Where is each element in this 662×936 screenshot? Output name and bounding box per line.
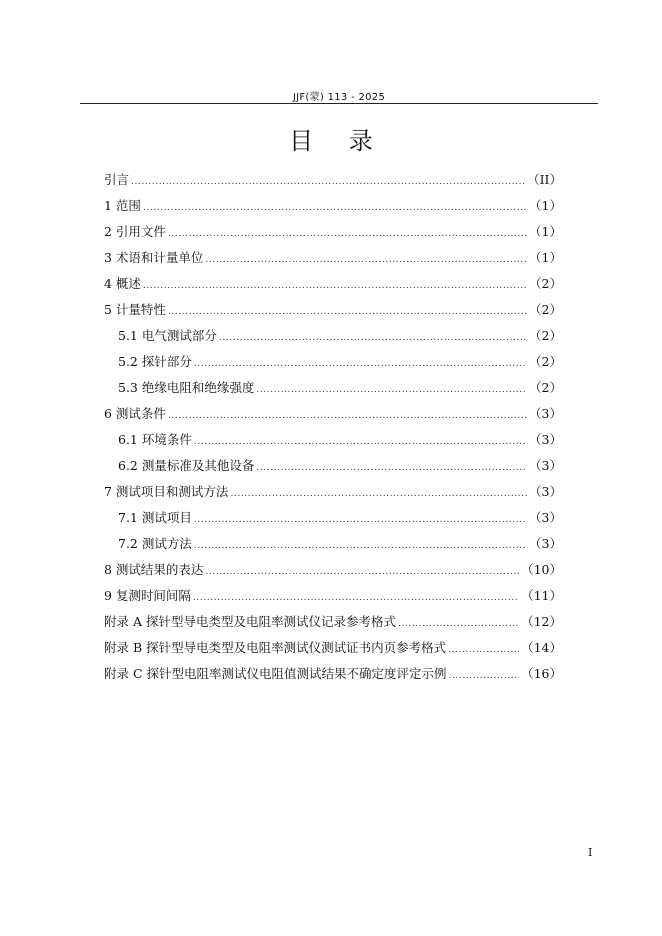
toc-entry-page: （II）	[527, 172, 562, 187]
page-title: 目 录	[289, 127, 387, 155]
toc-dot-leader	[230, 481, 527, 507]
toc-dot-leader	[205, 559, 519, 585]
toc-dot-leader	[256, 377, 527, 403]
toc-dot-leader	[194, 351, 527, 377]
toc-dot-leader	[168, 221, 527, 247]
toc-entry-title: 7.2 测试方法	[118, 536, 192, 551]
toc-entry-page: （2）	[529, 328, 562, 343]
toc-entry-page: （10）	[521, 562, 562, 577]
toc-entry-page: （3）	[529, 432, 562, 447]
toc-dot-leader	[193, 585, 519, 611]
toc-entry-title: 3 术语和计量单位	[104, 250, 204, 265]
toc-entry[interactable]	[104, 167, 562, 193]
toc-entry-page: （2）	[529, 380, 562, 395]
toc-entry[interactable]	[104, 531, 562, 557]
toc-entry-title: 6.2 测量标准及其他设备	[118, 458, 255, 473]
toc-entry-page: （3）	[529, 406, 562, 421]
toc-entry-page: （11）	[521, 588, 562, 603]
document-header-code: JJF(蒙) 113 - 2025	[292, 92, 386, 103]
toc-dot-leader	[194, 533, 527, 559]
toc-dot-leader	[131, 169, 525, 195]
toc-entry-page: （3）	[529, 510, 562, 525]
toc-entry-page: （1）	[529, 250, 562, 265]
toc-entry-title: 5.2 探针部分	[118, 354, 192, 369]
toc-entry[interactable]	[104, 401, 562, 427]
toc-entry-title: 5.1 电气测试部分	[118, 328, 217, 343]
toc-entry-title: 6 测试条件	[104, 406, 166, 421]
toc-entry-title: 7.1 测试项目	[118, 510, 192, 525]
toc-entry-page: （12）	[521, 614, 562, 629]
toc-entry[interactable]	[104, 583, 562, 609]
toc-entry-page: （1）	[529, 198, 562, 213]
toc-dot-leader	[449, 663, 520, 689]
toc-entry[interactable]	[104, 453, 562, 479]
toc-entry-title: 7 测试项目和测试方法	[104, 484, 229, 499]
page-number: I	[588, 846, 593, 859]
toc-dot-leader	[398, 611, 519, 637]
header-divider	[80, 103, 598, 104]
toc-entry[interactable]	[104, 323, 562, 349]
toc-entry[interactable]	[104, 505, 562, 531]
toc-entry[interactable]	[104, 297, 562, 323]
toc-entry-title: 附录 C 探针型电阻率测试仪电阻值测试结果不确定度评定示例	[104, 666, 447, 681]
toc-entry[interactable]	[104, 219, 562, 245]
toc-entry[interactable]	[104, 349, 562, 375]
toc-entry[interactable]	[104, 635, 562, 661]
toc-entry-title: 附录 A 探针型导电类型及电阻率测试仪记录参考格式	[104, 614, 396, 629]
toc-entry-page: （16）	[521, 666, 562, 681]
toc-entry-page: （3）	[529, 536, 562, 551]
toc-entry-title: 5 计量特性	[104, 302, 166, 317]
toc-entry-title: 引言	[104, 172, 130, 187]
toc-entry-title: 5.3 绝缘电阻和绝缘强度	[118, 380, 255, 395]
toc-entry[interactable]	[104, 609, 562, 635]
toc-dot-leader	[143, 195, 527, 221]
toc-dot-leader	[168, 299, 527, 325]
toc-entry[interactable]	[104, 245, 562, 271]
toc-dot-leader	[219, 325, 527, 351]
toc-dot-leader	[205, 247, 527, 273]
toc-dot-leader	[143, 273, 527, 299]
toc-entry-page: （3）	[529, 484, 562, 499]
toc-entry-title: 6.1 环境条件	[118, 432, 192, 447]
toc-entry[interactable]	[104, 375, 562, 401]
toc-entry-page: （3）	[529, 458, 562, 473]
toc-dot-leader	[168, 403, 527, 429]
toc-entry-page: （14）	[521, 640, 562, 655]
toc-entry-title: 附录 B 探针型导电类型及电阻率测试仪测试证书内页参考格式	[104, 640, 447, 655]
toc-entry-page: （2）	[529, 354, 562, 369]
table-of-contents	[104, 167, 562, 687]
toc-dot-leader	[256, 455, 527, 481]
toc-entry-title: 1 范围	[104, 198, 141, 213]
toc-entry-title: 9 复测时间间隔	[104, 588, 191, 603]
toc-dot-leader	[448, 637, 519, 663]
toc-entry-page: （2）	[529, 276, 562, 291]
toc-dot-leader	[194, 507, 527, 533]
toc-entry-title: 4 概述	[104, 276, 141, 291]
toc-entry[interactable]	[104, 557, 562, 583]
toc-entry[interactable]	[104, 271, 562, 297]
toc-dot-leader	[194, 429, 527, 455]
toc-entry[interactable]	[104, 479, 562, 505]
toc-entry-page: （2）	[529, 302, 562, 317]
toc-entry[interactable]	[104, 427, 562, 453]
toc-entry-page: （1）	[529, 224, 562, 239]
toc-entry[interactable]	[104, 193, 562, 219]
toc-entry-title: 8 测试结果的表达	[104, 562, 204, 577]
toc-entry-title: 2 引用文件	[104, 224, 166, 239]
toc-entry[interactable]	[104, 661, 562, 687]
